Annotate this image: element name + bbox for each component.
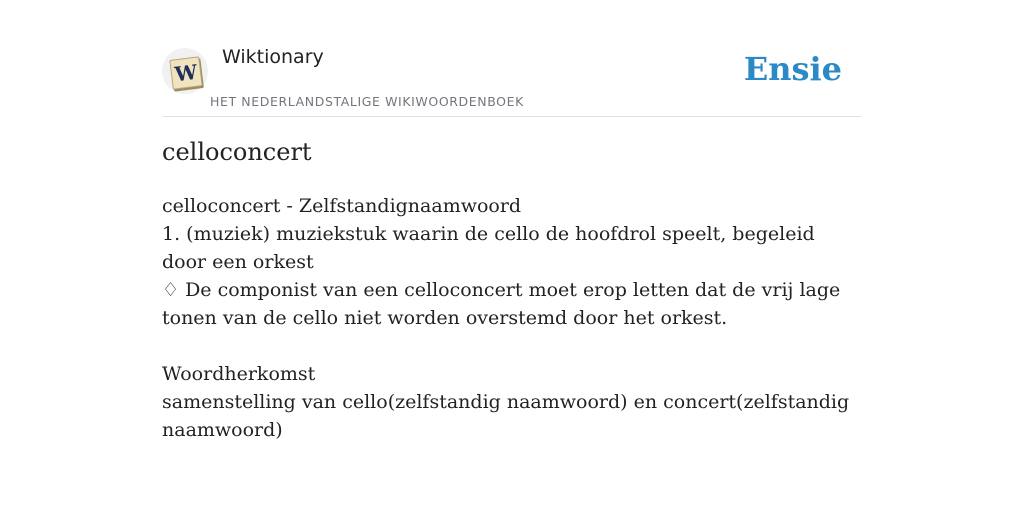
ensie-brand-link[interactable]: Ensie xyxy=(743,50,842,88)
etymology-text: samenstelling van cello(zelfstandig naamwoord) en concert(zelfstandig naamwoord) xyxy=(162,391,850,441)
example-sentence: ♢ De componist van een celloconcert moet erop letten dat de vrij lage tonen van de cello niet worden overstemd door het orkest. xyxy=(162,279,841,329)
entry-title: celloconcert xyxy=(162,138,312,166)
site-tagline: HET NEDERLANDSTALIGE WIKIWOORDENBOEK xyxy=(210,94,524,109)
definition: 1. (muziek) muziekstuk waarin de cello de hoofdrol speelt, begeleid door een orkest xyxy=(162,223,815,273)
site-name[interactable]: Wiktionary xyxy=(222,46,324,68)
wiktionary-logo-icon[interactable] xyxy=(162,48,208,94)
logo-letter: W xyxy=(169,56,202,89)
site-header xyxy=(162,44,862,117)
etymology-heading: Woordherkomst xyxy=(162,363,316,385)
entry-content xyxy=(162,192,862,444)
spacer xyxy=(162,332,862,360)
part-of-speech-line: celloconcert - Zelfstandignaamwoord xyxy=(162,195,522,217)
